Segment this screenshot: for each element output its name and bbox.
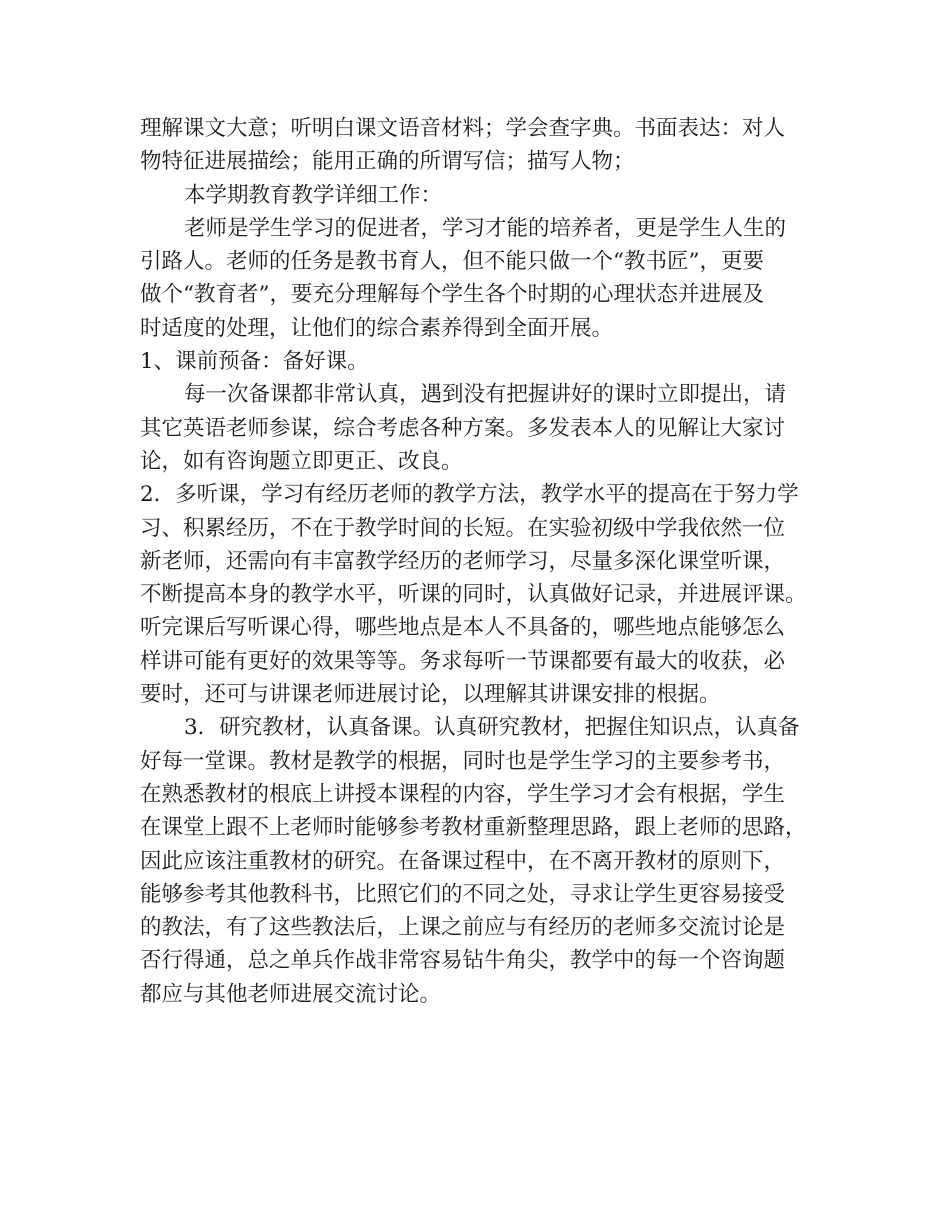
- text-line: 样讲可能有更好的效果等等。务求每听一节课都要有最大的收获，必: [140, 648, 786, 674]
- text-line: 好每一堂课。教材是教学的根据，同时也是学生学习的主要参考书，: [140, 748, 786, 774]
- text-line: 时适度的处理，让他们的综合素养得到全面开展。: [140, 315, 614, 341]
- text-line: 在熟悉教材的根底上讲授本课程的内容，学生学习才会有根据，学生: [140, 781, 786, 807]
- text-line: 否行得通，总之单兵作战非常容易钻牛角尖，教学中的每一个咨询题: [140, 948, 786, 974]
- text-line: 1、课前预备：备好课。: [140, 349, 369, 375]
- text-line: 物特征进展描绘；能用正确的所谓写信；描写人物；: [140, 149, 635, 175]
- text-line: 的教法，有了这些教法后，上课之前应与有经历的老师多交流讨论是: [140, 915, 786, 941]
- text-line: 听完课后写听课心得，哪些地点是本人不具备的，哪些地点能够怎么: [140, 615, 786, 641]
- text-line: 不断提高本身的教学水平，听课的同时，认真做好记录，并进展评课。: [140, 582, 807, 608]
- text-line: 新老师，还需向有丰富教学经历的老师学习，尽量多深化课堂听课，: [140, 548, 786, 574]
- text-line: 理解课文大意；听明白课文语音材料；学会查字典。书面表达：对人: [140, 116, 786, 141]
- text-line: 因此应该注重教材的研究。在备课过程中，在不离开教材的原则下，: [140, 848, 786, 874]
- text-line: 能够参考其他教科书，比照它们的不同之处，寻求让学生更容易接受: [140, 881, 786, 907]
- text-line: 要时，还可与讲课老师进展讨论，以理解其讲课安排的根据。: [140, 682, 721, 708]
- text-line: 论，如有咨询题立即更正、改良。: [140, 448, 463, 474]
- text-line: 老师是学生学习的促进者，学习才能的培养者，更是学生人生的: [184, 215, 787, 241]
- text-line: 3．研究教材，认真备课。认真研究教材，把握住知识点，认真备: [184, 715, 800, 741]
- text-line: 都应与其他老师进展交流讨论。: [140, 981, 442, 1007]
- text-line: 本学期教育教学详细工作：: [184, 182, 443, 208]
- text-line: 引路人。老师的任务是教书育人，但不能只做一个“教书匠”，更要: [140, 249, 764, 275]
- text-line: 每一次备课都非常认真，遇到没有把握讲好的课时立即提出，请: [184, 382, 787, 408]
- text-line: 其它英语老师参谋，综合考虑各种方案。多发表本人的见解让大家讨: [140, 415, 786, 441]
- text-line: 做个“教育者”，要充分理解每个学生各个时期的心理状态并进展及: [140, 282, 764, 308]
- text-line: 习、积累经历，不在于教学时间的长短。在实验初级中学我依然一位: [140, 515, 786, 541]
- text-line: 2．多听课，学习有经历老师的教学方法，教学水平的提高在于努力学: [140, 482, 799, 508]
- text-line: 在课堂上跟不上老师时能够参考教材重新整理思路，跟上老师的思路，: [140, 815, 807, 841]
- document-page: [140, 112, 815, 1011]
